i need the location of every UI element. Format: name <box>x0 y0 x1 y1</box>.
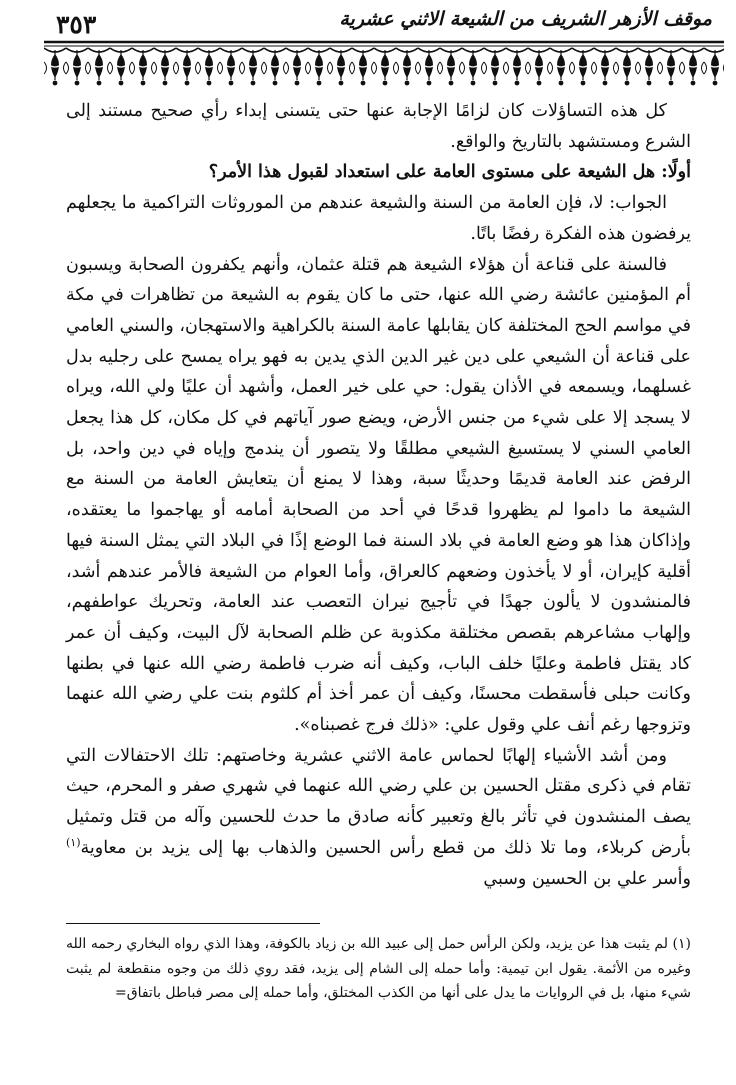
footnote-reference: (١) <box>66 836 81 850</box>
paragraph: كل هذه التساؤلات كان لزامًا الإجابة عنها حتى يتسنى إبداء رأي صحيح مستند إلى الشرع ومستشهد بالتاريخ والواقع. <box>66 101 691 152</box>
paragraph: الجواب: لا، فإن العامة من السنة والشيعة عندهم من الموروثات التراكمية ما يجعلهم يرفضون هذه الفكرة رفضًا باتًا. <box>66 193 691 244</box>
paragraph-text: ومن أشد الأشياء إلهابًا لحماس عامة الاثني عشرية وخاصتهم: تلك الاحتفالات التي تقام في ذكرى مقتل الحسين بن علي رضي الله عنهما في شهري صفر و المحرم، حيث يصف المنشدون في تأثر بالغ وتعبير كأنه صادق ما حدث للحسين وآله من قتل وتمثيل بأرض كربلاء، وما تلا ذلك من قطع رأس الحسين والذهاب بها إلى يزيد بن معاوية <box>66 745 691 858</box>
decorative-border-ornament <box>44 34 724 88</box>
page-header <box>0 0 736 96</box>
running-title: موقف الأزهر الشريف من الشيعة الاثني عشرية <box>339 8 712 30</box>
section-heading: أولًا: هل الشيعة على مستوى العامة على استعداد لقبول هذا الأمر؟ <box>208 162 691 183</box>
paragraph <box>66 741 691 895</box>
footnote-separator <box>66 923 320 924</box>
main-text <box>66 96 691 894</box>
footnotes <box>66 932 691 1006</box>
footnote: (١) لم يثبت هذا عن يزيد، ولكن الرأس حمل إلى عبيد الله بن زياد بالكوفة، وهذا الذي رواه البخاري رحمه الله وغيره من الأئمة. يقول ابن تيمية: وأما حمله إلى الشام إلى يزيد، فقد روي ذلك من وجوه منقطعة لم يثبت شيء منها، بل في الروايات ما يدل على أنها من الكذب المختلق، وأما حمله إلى مصر فباطل باتفاق= <box>66 936 691 1001</box>
page-number: ٣٥٣ <box>56 10 97 39</box>
paragraph: فالسنة على قناعة أن هؤلاء الشيعة هم قتلة عثمان، وأنهم يكفرون الصحابة ويسبون أم المؤمنين عائشة رضي الله عنها، حتى ما كان يقوم به الشيعة من تظاهرات في مكة في مواسم الحج المختلفة كان يقابلها عامة السنة بالكراهية والاستهجان، والسني العامي على قناعة أن الشيعي على دين غير الدين الذي يدين به فهو يراه يمسح على رجليه بدل غسلهما، ويسمعه في الأذان يقول: حي على خير العمل، وأشهد أن عليًا ولي الله، ويراه لا يسجد إلا على شيء من جنس الأرض، ويضع صور آياتهم في كل مكان، كل هذا يجعل العامي السني لا يستسيغ الشيعي مطلقًا ولا يتصور أن يندمج وإياه في دين واحد، بل الرفض عند العامة قديمًا وحديثًا سبة، وهذا لا يمنع أن يتعايش العامة من السنة مع الشيعة ما داموا لم يظهروا قدحًا في أحد من الصحابة أمامه أو يهاجموا ما يعتقده، وإذاكان هذا هو وضع العامة في بلاد السنة فما الوضع إذًا في البلاد التي يمثل السنة فيها أقلية كإيران، أو لا يأخذون وضعهم كالعراق، وأما العوام من الشيعة فالأمر عندهم أشد، فالمنشدون لا يألون جهدًا في تأجيج نيران التعصب عند العامة، وتحريك عواطفهم، وإلهاب مشاعرهم بقصص مختلقة مكذوبة عن ظلم الصحابة لآل البيت، وكيف أن عمر كاد يقتل فاطمة وعليًا خلف الباب، وكيف أنه ضرب فاطمة رضي الله عنها في بطنها وكانت حبلى فأسقطت محسنًا، وكيف أن عمر أخذ أم كلثوم بنت علي رضي الله عنهما وتزوجها رغم أنف علي وقول علي: «ذلك فرج غصبناه». <box>66 254 691 736</box>
paragraph-text: وأسر علي بن الحسين وسبي <box>483 868 691 889</box>
